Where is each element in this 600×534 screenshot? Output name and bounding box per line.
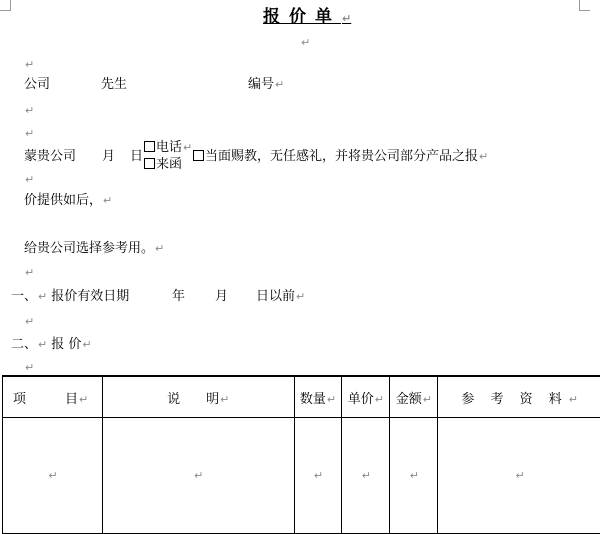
section1-month: 月 bbox=[215, 289, 228, 305]
greeting-month: 月 bbox=[102, 149, 115, 165]
greeting-rest-line: 当面赐教，无任感礼，并将贵公司部分产品之报↵ bbox=[193, 149, 488, 165]
table-header-row bbox=[3, 376, 600, 418]
greeting-prefix: 蒙贵公司 bbox=[24, 149, 76, 165]
header-unit-price: 单价↵ bbox=[342, 376, 390, 418]
table-cell[interactable]: ↵ bbox=[438, 418, 600, 534]
price-provided-line: 价提供如后，↵ bbox=[24, 193, 112, 209]
reference-line: 给贵公司选择参考用。↵ bbox=[24, 241, 164, 257]
mister-label: 先生 bbox=[101, 77, 127, 93]
company-label: 公司 bbox=[24, 77, 50, 92]
greeting-rest: 当面赐教，无任感礼，并将贵公司部分产品之报 bbox=[205, 149, 478, 164]
paragraph-mark: ↵ bbox=[25, 103, 34, 119]
header-description: 说 明↵ bbox=[102, 376, 294, 418]
table-cell[interactable]: ↵ bbox=[342, 418, 390, 534]
greeting-day: 日 bbox=[130, 149, 143, 165]
phone-option: 电话↵ bbox=[144, 140, 192, 156]
page-corner-mark bbox=[579, 0, 590, 11]
section1-line: 一、↵ 报价有效日期 bbox=[11, 289, 129, 305]
in-person-checkbox[interactable] bbox=[193, 150, 204, 161]
section1-text: 报价有效日期 bbox=[51, 289, 129, 304]
section1-number: 一、 bbox=[11, 289, 37, 304]
page-corner-mark bbox=[0, 0, 11, 11]
header-item: 项 目↵ bbox=[3, 376, 103, 418]
header-amount: 金额↵ bbox=[390, 376, 438, 418]
table-cell[interactable]: ↵ bbox=[294, 418, 342, 534]
header-quantity: 数量↵ bbox=[294, 376, 342, 418]
phone-checkbox[interactable] bbox=[144, 141, 155, 152]
table-cell[interactable]: ↵ bbox=[3, 418, 103, 534]
header-reference: 参 考 资 料↵ bbox=[438, 376, 600, 418]
paragraph-mark: ↵ bbox=[25, 265, 34, 281]
letter-option bbox=[144, 157, 182, 173]
company-line bbox=[24, 77, 50, 93]
paragraph-mark: ↵ bbox=[25, 172, 34, 188]
paragraph-mark: ↵ bbox=[301, 35, 310, 51]
section1-year: 年 bbox=[172, 289, 185, 305]
table-cell[interactable]: ↵ bbox=[102, 418, 294, 534]
phone-label: 电话 bbox=[156, 140, 182, 155]
letter-checkbox[interactable] bbox=[144, 158, 155, 169]
number-label-line: 编号↵ bbox=[248, 77, 284, 93]
quote-table bbox=[2, 375, 600, 534]
table-row bbox=[3, 418, 600, 534]
number-label: 编号 bbox=[248, 77, 274, 92]
section1-day-before: 日以前↵ bbox=[256, 289, 305, 305]
section2-line: 二、↵ 报 价↵ bbox=[11, 337, 92, 353]
document-title: 报价单↵ bbox=[263, 6, 351, 30]
paragraph-mark: ↵ bbox=[25, 314, 34, 330]
paragraph-mark: ↵ bbox=[25, 57, 34, 73]
paragraph-mark: ↵ bbox=[25, 126, 34, 142]
paragraph-mark: ↵ bbox=[25, 360, 34, 376]
letter-label: 来函 bbox=[156, 157, 182, 172]
section2-number: 二、 bbox=[11, 337, 37, 352]
table-cell[interactable]: ↵ bbox=[390, 418, 438, 534]
section2-text: 报 价 bbox=[51, 337, 81, 352]
